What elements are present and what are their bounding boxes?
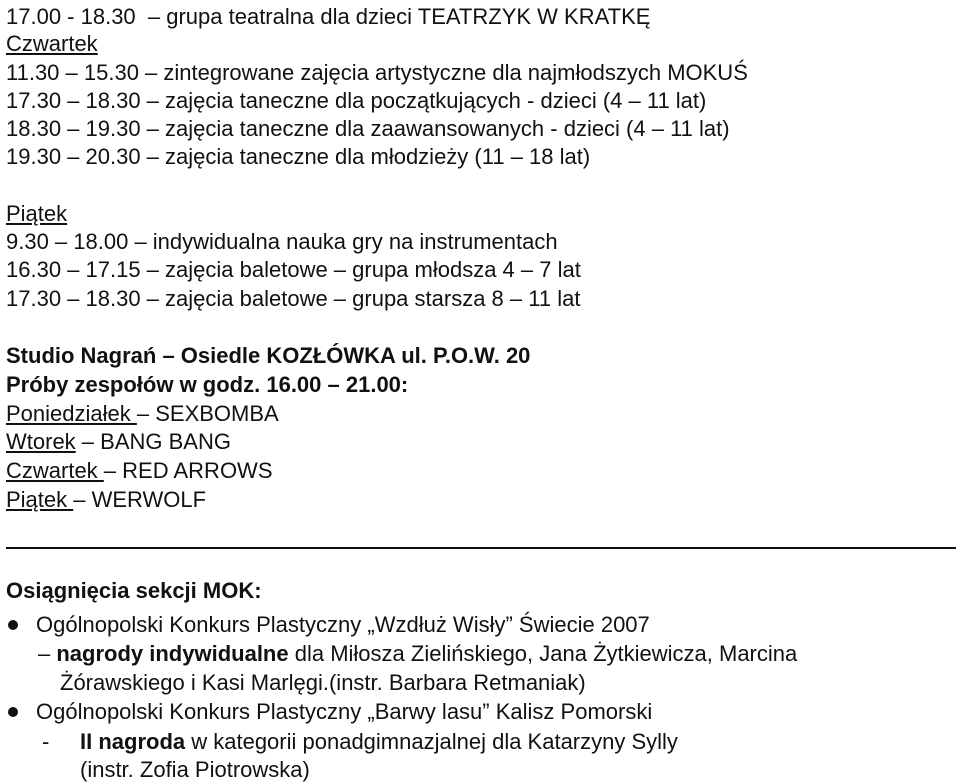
rehearsal-band: – WERWOLF	[73, 487, 207, 512]
achievement-text: Ogólnopolski Konkurs Plastyczny „Wzdłuż Wisły” Świecie 2007	[36, 612, 650, 637]
horizontal-rule	[6, 547, 956, 549]
schedule-line: 19.30 – 20.30 – zajęcia taneczne dla młodzieży (11 – 18 lat)	[6, 144, 591, 169]
rehearsal-line	[6, 429, 231, 455]
achievements-title: Osiągnięcia sekcji MOK:	[6, 578, 262, 603]
schedule-line: 17.30 – 18.30 – zajęcia baletowe – grupa starsza 8 – 11 lat	[6, 286, 581, 311]
achievement-detail-cont: Żórawskiego i Kasi Marlęgi.(instr. Barbara Retmaniak)	[60, 670, 586, 695]
schedule-line: 11.30 – 15.30 – zintegrowane zajęcia artystyczne dla najmłodszych MOKUŚ	[6, 60, 748, 85]
rehearsal-band: – SEXBOMBA	[136, 401, 279, 426]
rehearsal-day: Poniedziałek	[6, 401, 137, 426]
schedule-line: 17.00 - 18.30 – grupa teatralna dla dzieci TEATRZYK W KRATKĘ	[6, 4, 651, 29]
award-name: II nagroda	[80, 729, 186, 754]
day-heading-thursday: Czwartek	[6, 31, 98, 56]
day-heading-friday: Piątek	[6, 201, 68, 226]
award-detail: dla Miłosza Zielińskiego, Jana Żytkiewicza, Marcina	[288, 641, 798, 666]
rehearsal-band: – BANG BANG	[75, 429, 231, 454]
achievement-detail-cont: (instr. Zofia Piotrowska)	[80, 757, 310, 782]
achievement-item	[6, 699, 652, 725]
studio-subtitle: Próby zespołów w godz. 16.00 – 21.00:	[6, 372, 409, 397]
schedule-line: 16.30 – 17.15 – zajęcia baletowe – grupa młodsza 4 – 7 lat	[6, 257, 581, 282]
rehearsal-line	[6, 458, 273, 484]
achievement-text: Ogólnopolski Konkurs Plastyczny „Barwy lasu” Kalisz Pomorski	[36, 699, 653, 724]
achievement-item	[6, 612, 650, 638]
achievement-detail	[42, 729, 678, 755]
award-detail: w kategorii ponadgimnazjalnej dla Katarzyny Sylly	[185, 729, 678, 754]
schedule-line: 17.30 – 18.30 – zajęcia taneczne dla początkujących - dzieci (4 – 11 lat)	[6, 88, 707, 113]
dash: -	[42, 729, 50, 754]
dash: –	[38, 641, 57, 666]
bullet-icon	[8, 707, 18, 717]
achievement-detail	[38, 641, 797, 667]
rehearsal-line	[6, 487, 206, 513]
award-name: nagrody indywidualne	[56, 641, 289, 666]
studio-title: Studio Nagrań – Osiedle KOZŁÓWKA ul. P.O.W. 20	[6, 343, 531, 368]
rehearsal-day: Czwartek	[6, 458, 104, 483]
rehearsal-day: Wtorek	[6, 429, 76, 454]
schedule-line: 9.30 – 18.00 – indywidualna nauka gry na instrumentach	[6, 229, 558, 254]
rehearsal-line	[6, 401, 279, 427]
rehearsal-band: – RED ARROWS	[103, 458, 273, 483]
bullet-icon	[8, 620, 18, 630]
rehearsal-day: Piątek	[6, 487, 74, 512]
schedule-line: 18.30 – 19.30 – zajęcia taneczne dla zaawansowanych - dzieci (4 – 11 lat)	[6, 116, 730, 141]
